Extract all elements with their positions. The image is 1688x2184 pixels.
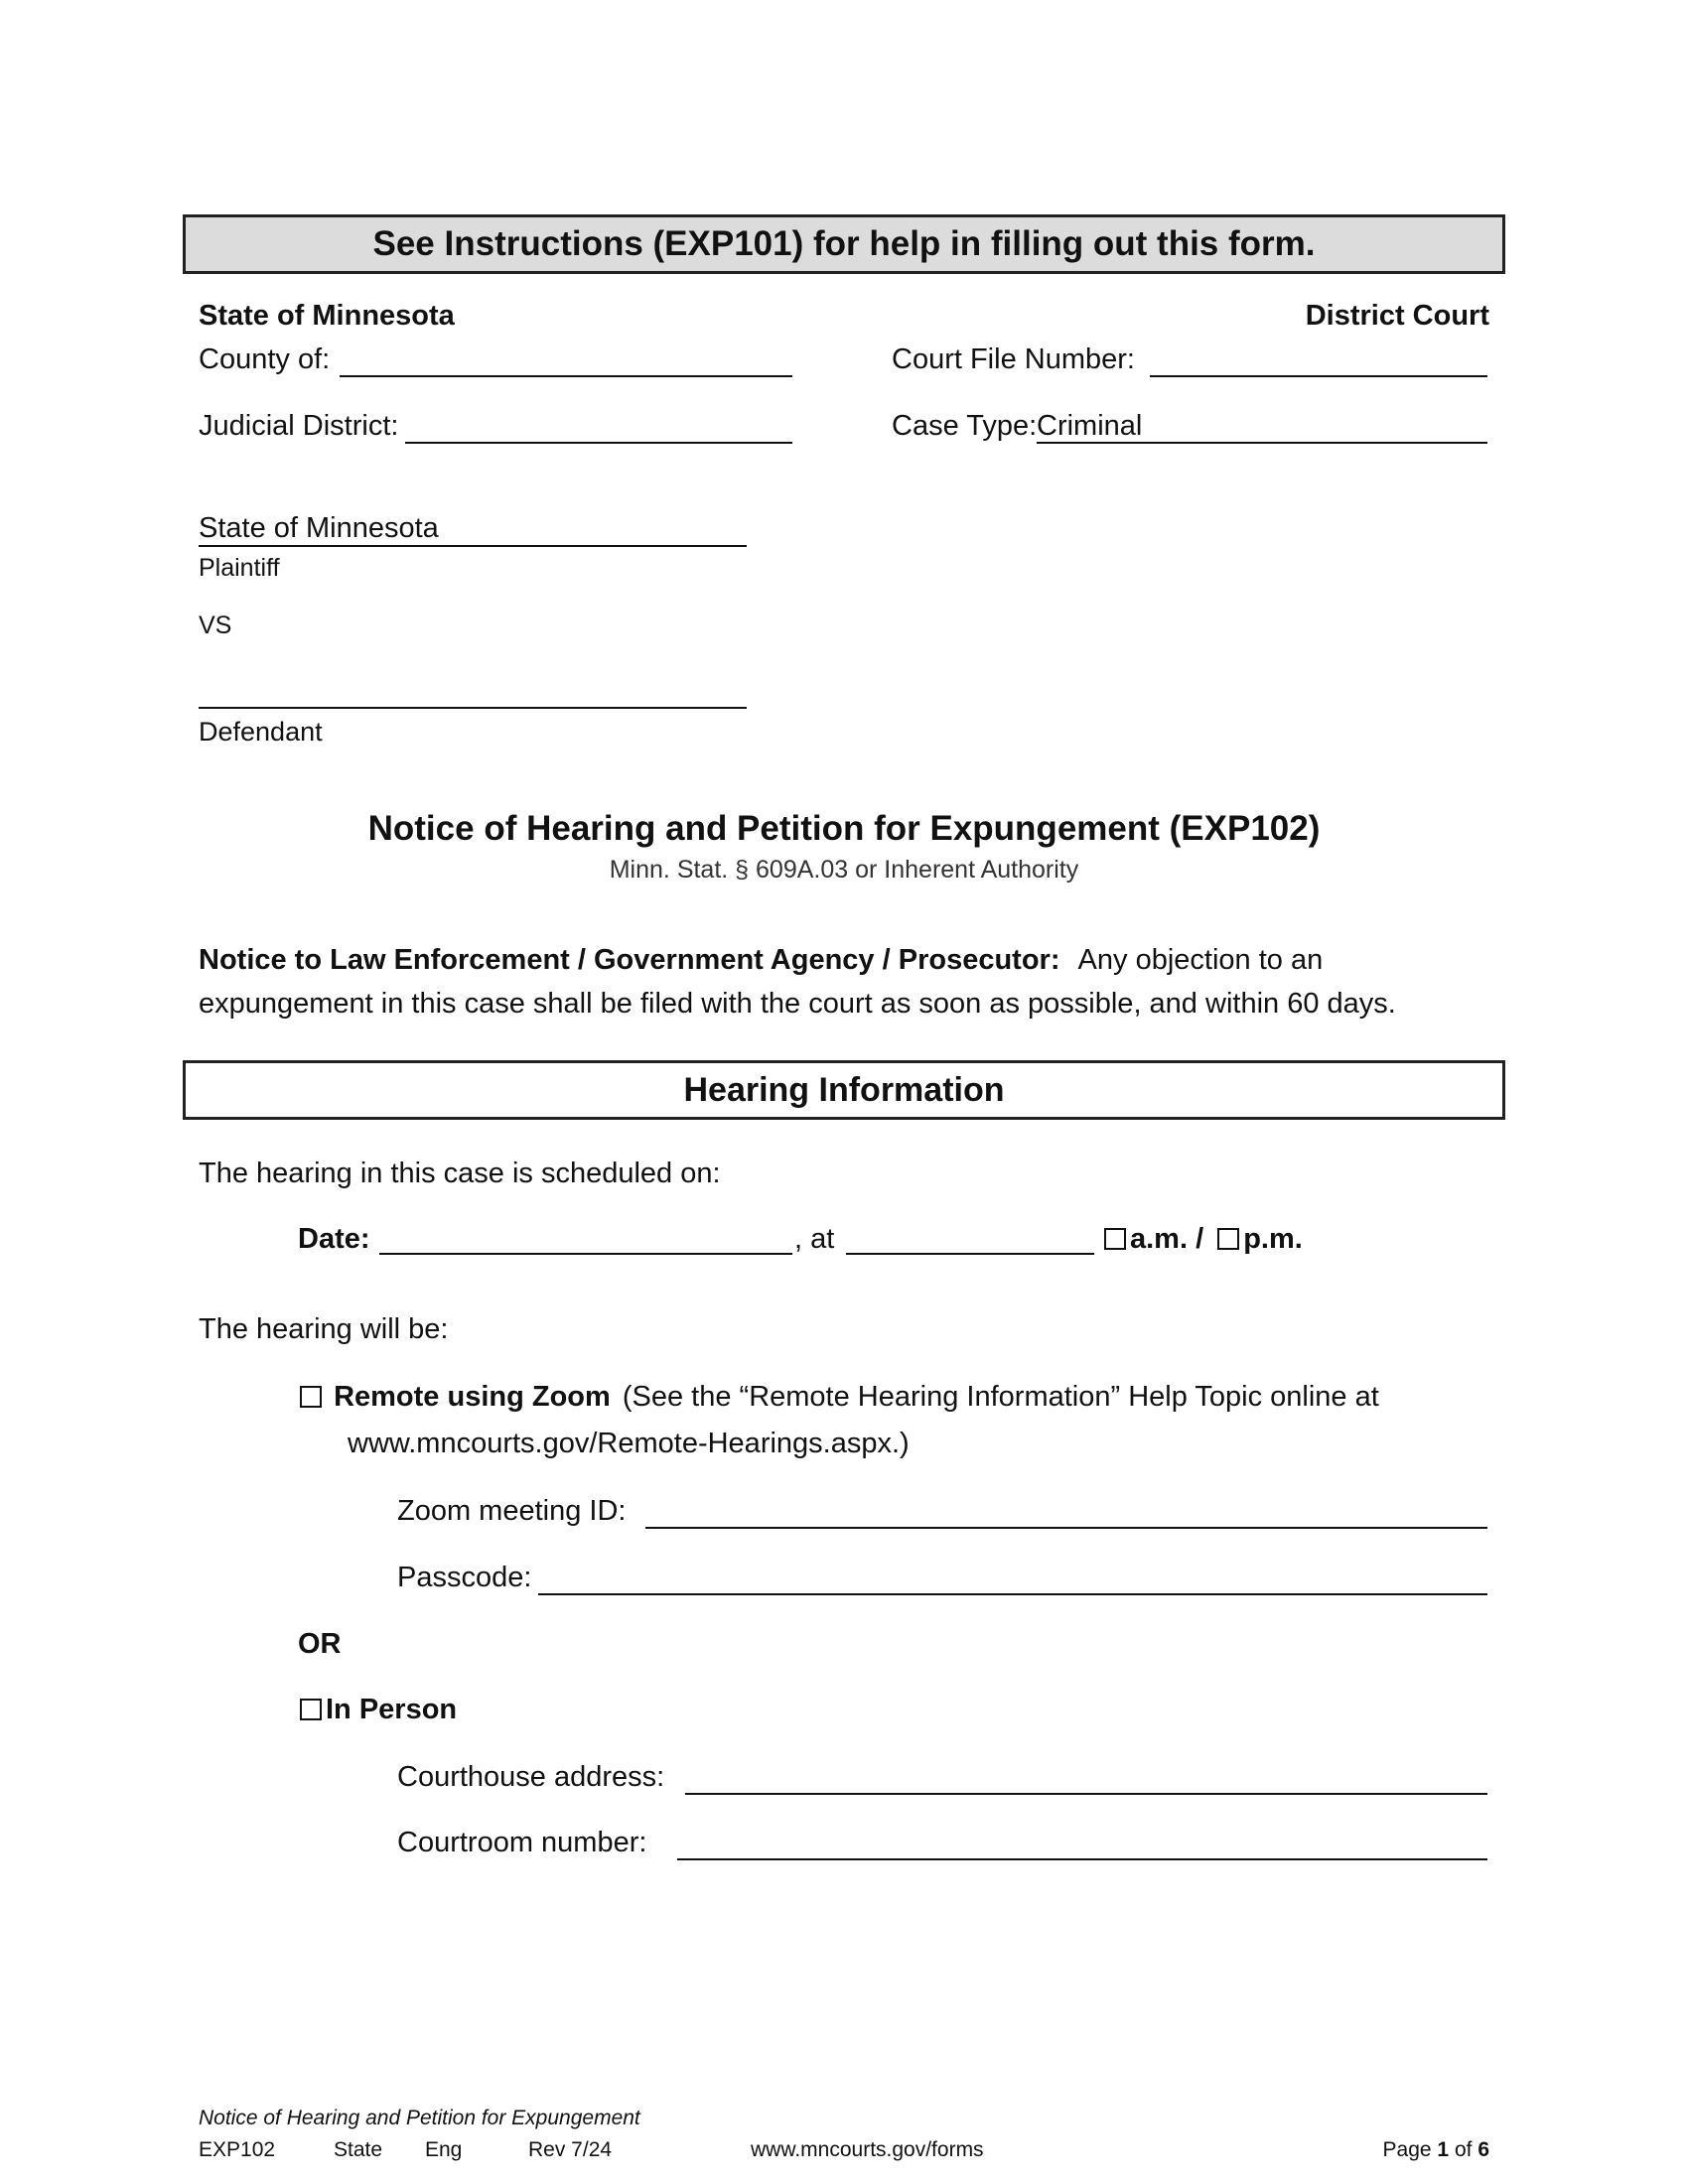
remote-checkbox[interactable]: [300, 1386, 322, 1408]
remote-option: [300, 1383, 1379, 1412]
page-current: 1: [1437, 2138, 1450, 2161]
case-type-label: Case Type:: [892, 410, 1038, 442]
notice-text-1: Any objection to an: [1077, 944, 1324, 976]
date-field[interactable]: [379, 1253, 792, 1255]
in-person-checkbox[interactable]: [300, 1699, 322, 1720]
court-file-number-field[interactable]: [1150, 375, 1487, 377]
county-field[interactable]: [340, 375, 792, 377]
county-label: County of:: [199, 343, 331, 375]
time-field[interactable]: [846, 1253, 1094, 1255]
form-title: Notice of Hearing and Petition for Expungement (EXP102): [367, 809, 1321, 848]
footer-jurisdiction: State: [334, 2138, 383, 2161]
passcode-field[interactable]: [538, 1593, 1487, 1595]
defendant-label: Defendant: [199, 717, 323, 747]
form-subtitle: Minn. Stat. § 609A.03 or Inherent Authority: [609, 856, 1079, 884]
pm-checkbox[interactable]: [1217, 1228, 1239, 1250]
notice-line-2: expungement in this case shall be filed with the court as soon as possible, and within 60 days.: [199, 988, 1396, 1020]
in-person-option: [300, 1696, 457, 1724]
am-label: a.m. /: [1130, 1223, 1204, 1255]
scheduled-text: The hearing in this case is scheduled on:: [199, 1158, 721, 1189]
zoom-id-label: Zoom meeting ID:: [397, 1495, 627, 1527]
zoom-id-field[interactable]: [645, 1527, 1487, 1529]
courtroom-field[interactable]: [677, 1858, 1487, 1860]
footer-form-code: EXP102: [199, 2138, 276, 2161]
remote-note-2: www.mncourts.gov/Remote-Hearings.aspx.): [348, 1428, 910, 1459]
am-pm-group: [1104, 1225, 1303, 1254]
at-label: , at: [794, 1223, 835, 1255]
remote-note-1: (See the “Remote Hearing Information” Help Topic online at: [622, 1381, 1379, 1413]
court-file-number-label: Court File Number:: [892, 343, 1135, 375]
or-label: OR: [298, 1628, 342, 1660]
judicial-district-field[interactable]: [405, 442, 792, 444]
will-be-text: The hearing will be:: [199, 1313, 449, 1345]
court-heading: District Court: [1305, 300, 1489, 332]
remote-label: Remote using Zoom: [334, 1381, 611, 1413]
instructions-banner: See Instructions (EXP101) for help in filling out this form.: [183, 214, 1505, 274]
plaintiff-field[interactable]: State of Minnesota: [199, 514, 747, 547]
page-of: of: [1454, 2138, 1473, 2161]
footer-form-title: Notice of Hearing and Petition for Expungement: [199, 2107, 640, 2129]
in-person-label: In Person: [326, 1694, 458, 1725]
footer-website[interactable]: www.mncourts.gov/forms: [751, 2138, 984, 2161]
hearing-section-header: Hearing Information: [183, 1060, 1505, 1120]
footer-page-number: [1383, 2139, 1489, 2160]
page-total: 6: [1477, 2138, 1489, 2161]
footer-language: Eng: [425, 2138, 463, 2161]
plaintiff-label: Plaintiff: [199, 554, 280, 582]
pm-label: p.m.: [1243, 1223, 1303, 1255]
judicial-district-label: Judicial District:: [199, 410, 399, 442]
date-label: Date:: [298, 1223, 370, 1255]
state-heading: State of Minnesota: [199, 300, 455, 332]
vs-label: VS: [199, 612, 232, 639]
footer-revision: Rev 7/24: [528, 2138, 613, 2161]
am-checkbox[interactable]: [1104, 1228, 1126, 1250]
notice-label: Notice to Law Enforcement / Government Agency / Prosecutor:: [199, 944, 1060, 976]
courthouse-label: Courthouse address:: [397, 1761, 665, 1793]
case-type-field[interactable]: Criminal: [1037, 412, 1487, 444]
passcode-label: Passcode:: [397, 1562, 532, 1593]
defendant-field[interactable]: [199, 707, 747, 709]
page-prefix: Page: [1382, 2138, 1432, 2161]
courtroom-label: Courtroom number:: [397, 1827, 647, 1858]
notice-line-1: [199, 946, 1323, 975]
courthouse-field[interactable]: [685, 1793, 1487, 1795]
